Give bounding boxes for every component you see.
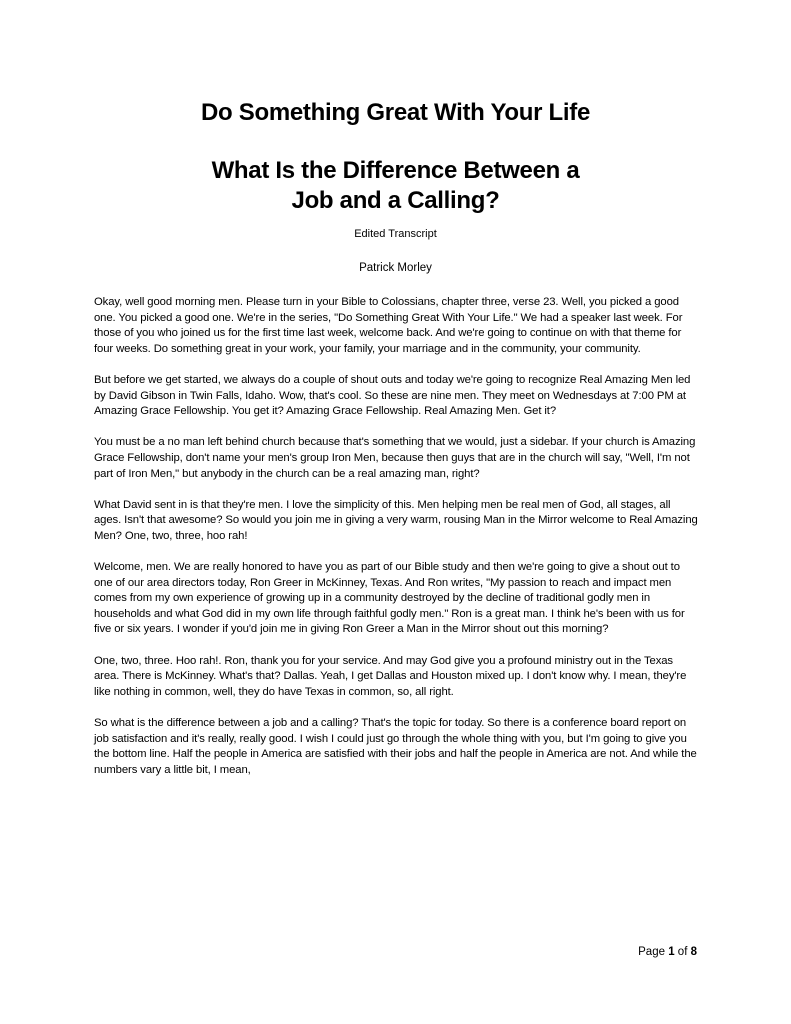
page-number: 1 (668, 946, 675, 958)
page-word: Page (638, 946, 665, 958)
document-title: Do Something Great With Your Life (200, 99, 590, 126)
transcript-body (94, 295, 700, 794)
author-name: Patrick Morley (359, 262, 432, 274)
paragraph: So what is the difference between a job and a calling? That's the topic for today. So there is a conference board report on job satisfaction and it's really, really good. I wish I could just go through the whole thing with you, but I'm going to give you the bottom line. Half the people in America are satisfied with their jobs and half the people in America are not. And while the numbers vary a little bit, I mean, (94, 717, 697, 776)
paragraph: Welcome, men. We are really honored to have you as part of our Bible study and then we're going to give a shout out to one of our area directors today, Ron Greer in McKinney, Texas. And Ron writes, "My passion to reach and impact men comes from my own experience of growing up in a community destroyed by the decline of traditional godly men in households and what God did in my own life through faithful godly men." Ron is a great man. I think he's been with us for five or six years. I wonder if you'd join me in giving Ron Greer a Man in the Mirror shout out this morning? (94, 561, 685, 636)
edited-transcript-label: Edited Transcript (354, 228, 437, 240)
paragraph: What David sent in is that they're men. I love the simplicity of this. Men helping men be real men of God, all stages, all ages. Isn't that awesome? So would you join me in giving a very warm, rousing Man in the Mirror welcome to Real Amazing Men? One, two, three, hoo rah! (94, 498, 698, 542)
paragraph: One, two, three. Hoo rah!. Ron, thank you for your service. And may God give you a profound ministry out in the Texas area. There is McKinney. What's that? Dallas. Yeah, I get Dallas and Houston mixed up. I don't know why. I mean, they're like nothing in common, well, they do have Texas in common, so, all right. (94, 654, 687, 698)
paragraph: But before we get started, we always do a couple of shout outs and today we're going to recognize Real Amazing Men led by David Gibson in Twin Falls, Idaho. Wow, that's cool. So these are nine men. They meet on Wednesdays at 7:00 PM at Amazing Grace Fellowship. You get it? Amazing Grace Fellowship. Real Amazing Men. Get it? (94, 373, 691, 418)
total-pages: 8 (690, 946, 697, 958)
subtitle-line-2: Job and a Calling? (291, 187, 500, 214)
document-subtitle (0, 156, 791, 216)
of-word: of (677, 946, 688, 958)
subtitle-line-1: What Is the Difference Between a (211, 157, 580, 184)
paragraph: Okay, well good morning men. Please turn in your Bible to Colossians, chapter three, verse 23. Well, you picked a good one. You picked a good one. We're in the series, "Do Something Great With Your Life." We had a speaker last week. For those of you who joined us for the first time last week, welcome back. And we're going to continue on with that theme for four weeks. Do something great in your work, your family, your marriage and in the community, your community. (94, 296, 683, 355)
page-footer (638, 944, 697, 960)
paragraph: You must be a no man left behind church because that's something that we would, just a sidebar. If your church is Amazing Grace Fellowship, don't name your men's group Iron Men, because then guys that are in the church will say, "Well, I'm not part of Iron Men," but anybody in the church can be a real amazing man, right? (94, 436, 696, 480)
